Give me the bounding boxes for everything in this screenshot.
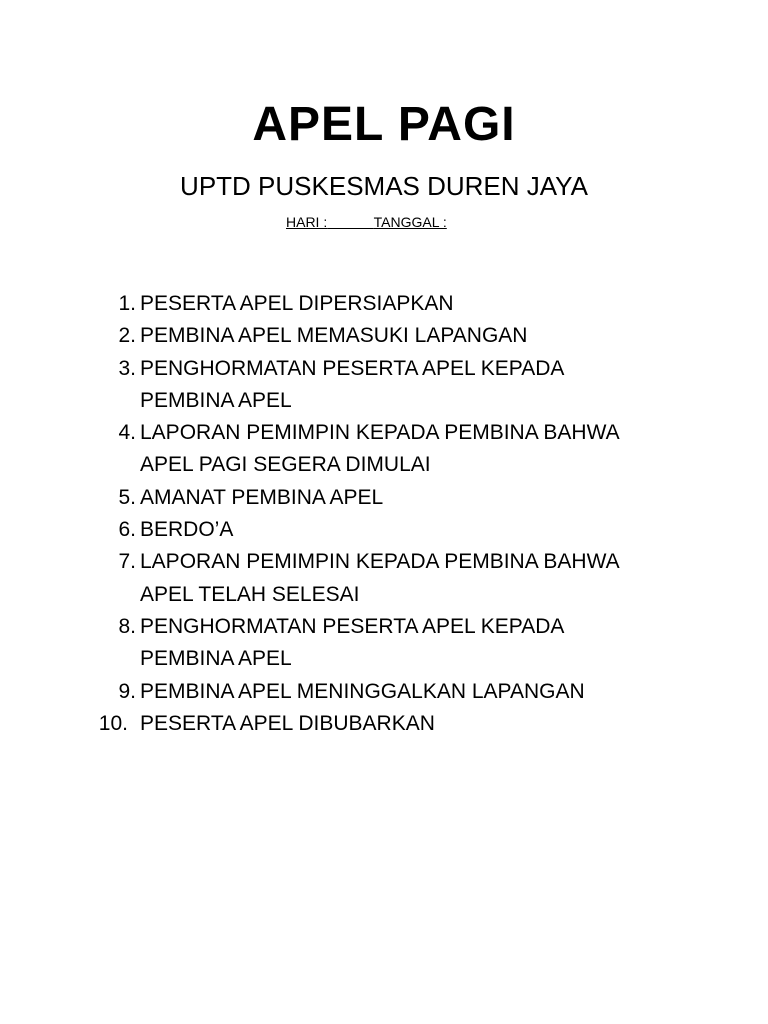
agenda-item-text: PENGHORMATAN PESERTA APEL KEPADA PEMBINA APEL [140, 356, 564, 412]
agenda-item-number: 4. [118, 421, 136, 445]
agenda-item-text: PESERTA APEL DIBUBARKAN [140, 711, 435, 735]
agenda-item-number: 5. [118, 485, 136, 509]
agenda-item-number: 8. [118, 614, 136, 638]
agenda-item [0, 708, 660, 740]
agenda-item-number: 7. [118, 550, 136, 574]
agenda-item [0, 611, 660, 676]
agenda-item [0, 514, 660, 546]
date-line [286, 212, 447, 232]
agenda-item [0, 288, 660, 320]
agenda-item-text: PENGHORMATAN PESERTA APEL KEPADA PEMBINA APEL [140, 614, 564, 671]
agenda-item-text: AMANAT PEMBINA APEL [140, 485, 384, 509]
agenda-item-text: PEMBINA APEL MENINGGALKAN LAPANGAN [140, 679, 585, 703]
document-title: APEL PAGI [252, 98, 516, 151]
agenda-list [0, 288, 768, 740]
agenda-item [0, 676, 660, 708]
agenda-item-text: LAPORAN PEMIMPIN KEPADA PEMBINA BAHWA APEL TELAH SELESAI [140, 550, 619, 606]
agenda-item [0, 417, 660, 482]
hari-label: HARI : [286, 214, 328, 230]
agenda-item [0, 320, 660, 352]
agenda-item [0, 546, 660, 611]
document-subtitle: UPTD PUSKESMAS DUREN JAYA [180, 171, 588, 201]
agenda-item-number: 3. [118, 356, 136, 380]
agenda-item-number: 6. [118, 518, 136, 542]
tanggal-label: TANGGAL : [373, 214, 447, 230]
agenda-item-text: BERDO’A [140, 518, 234, 542]
agenda-item-number: 2. [118, 324, 136, 348]
agenda-item-number: 1. [118, 292, 136, 315]
agenda-item-number: 9. [118, 679, 136, 703]
agenda-item-text: PESERTA APEL DIPERSIAPKAN [140, 292, 454, 315]
agenda-item-text: LAPORAN PEMIMPIN KEPADA PEMBINA BAHWA APEL PAGI SEGERA DIMULAI [140, 421, 619, 477]
agenda-item [0, 482, 660, 514]
agenda-item [0, 353, 660, 418]
agenda-item-text: PEMBINA APEL MEMASUKI LAPANGAN [140, 324, 528, 348]
agenda-item-number: 10. [98, 711, 128, 735]
